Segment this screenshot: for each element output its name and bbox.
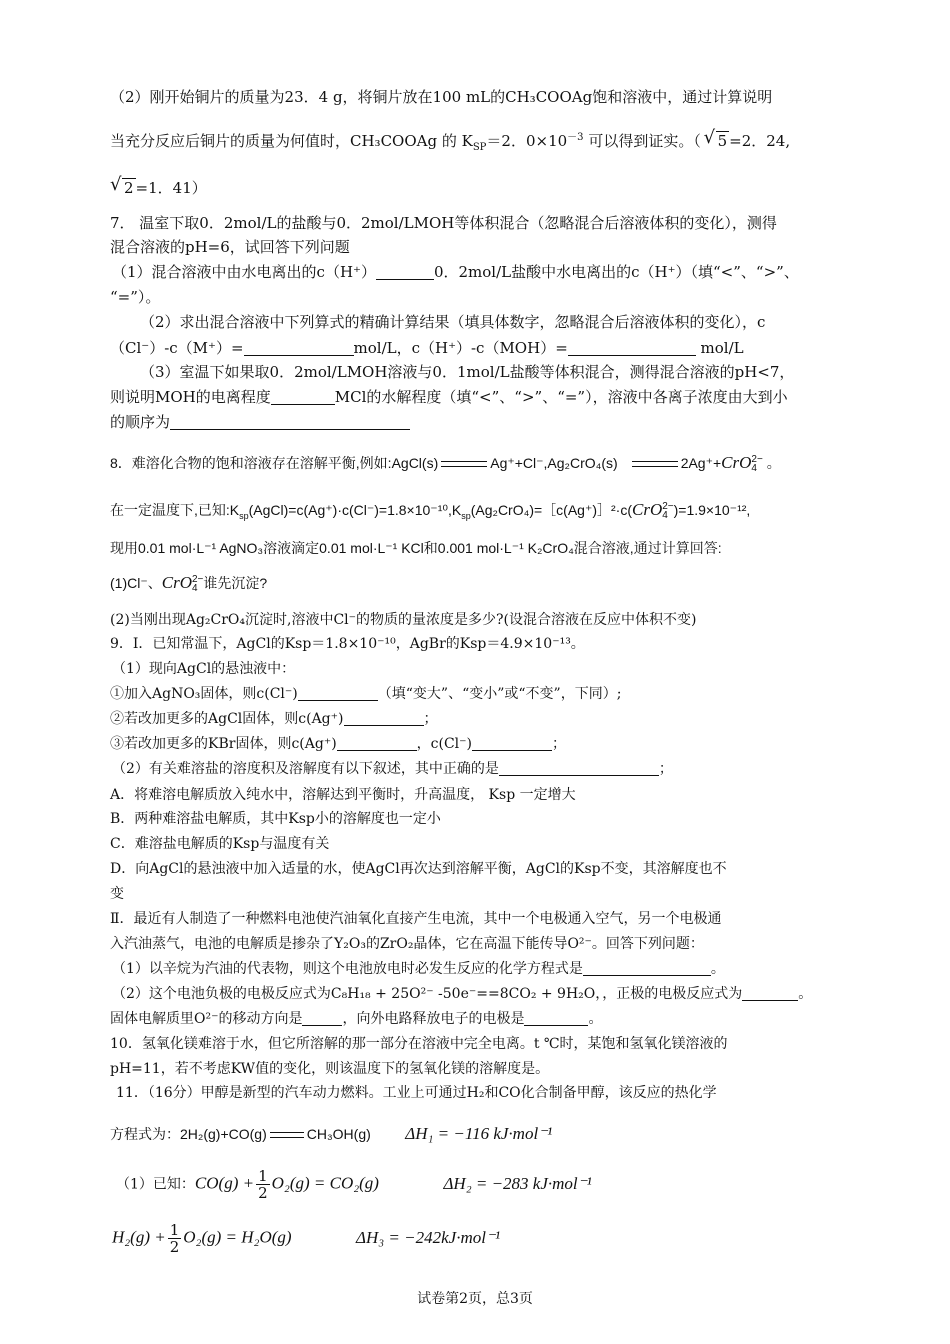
q6-line2-d: =2．24, (729, 132, 791, 150)
ksp-sub: SP (472, 142, 487, 153)
q9-part2-line1: Ⅱ．最近有人制造了一种燃料电池使汽油氧化直接产生电流，其中一个电极通入空气，另一个电极通 (110, 911, 722, 927)
q8-l1c: 2Ag⁺+ (680, 455, 722, 471)
q6-line3 (112, 178, 207, 198)
q9-II4a: （2）这个电池负极的电极反应式为C₈H₁₈ + 25O²⁻ -50e⁻==8CO₂ + 9H₂O，，正极的电极反应式为 (112, 986, 743, 1002)
q7-l8a: 则说明MOH的电离程度 (110, 388, 271, 406)
q9-option-d-1: D．向AgCl的悬浊液中加入适量的水，使AgCl再次达到溶解平衡，AgCl的Ksp不变，其溶解度也不 (110, 861, 727, 877)
q7-l9: 的顺序为 (110, 413, 171, 431)
chromate-formula: CrO (161, 573, 192, 592)
q7-line1: 7． 温室下取0．2mol/L的盐酸与0．2mol/LMOH等体积混合（忽略混合后溶液体积的变化），测得 (110, 214, 777, 232)
q9-line5 (110, 734, 566, 754)
answer-blank[interactable] (742, 984, 798, 1001)
q8-line5: (2)当刚出现Ag₂CrO₄沉淀时,溶液中Cl⁻的物质的量浓度是多少?(设混合溶液在反应中体积不变) (110, 612, 697, 628)
sqrt5-value: 5 (717, 132, 728, 150)
q9-II5b: ，向外电路释放电子的电极是 (342, 1011, 525, 1027)
q7-l8b: MCl的水解程度（填“<”、“>”、“=”），溶液中各离子浓度由大到小 (334, 388, 788, 406)
answer-blank[interactable] (298, 684, 378, 701)
q9-II3b: 。 (710, 961, 725, 977)
q7-line5: （2）求出混合溶液中下列算式的精确计算结果（填具体数字，忽略混合后溶液体积的变化），c (140, 313, 766, 331)
q8-l4a: (1)Cl⁻、 (110, 575, 162, 591)
q11-l2b: CH₃OH(g) (306, 1126, 371, 1142)
fraction-denominator: 2 (169, 1238, 180, 1256)
exp-sup: －3 (567, 132, 584, 143)
q9-part2-line5 (110, 1009, 602, 1029)
q9-l6b: ； (658, 761, 673, 777)
q10-line1: 10．氢氧化镁难溶于水，但它所溶解的那一部分在溶液中完全电离。t ℃时，某饱和氢氧化镁溶液的 (110, 1036, 728, 1052)
q9-l6a: （2）有关难溶盐的溶度积及溶解度有以下叙述，其中正确的是 (112, 761, 499, 777)
q8-l4b: 谁先沉淀? (203, 575, 268, 591)
answer-blank[interactable] (244, 339, 354, 356)
answer-blank[interactable] (499, 759, 659, 776)
q11-l2a: 方程式为：2H₂(g)+CO(g) (110, 1126, 267, 1142)
answer-blank[interactable] (568, 339, 696, 356)
q9-line2: （1）现向AgCl的悬浊液中： (112, 661, 296, 677)
answer-blank[interactable] (524, 1009, 588, 1026)
chromate-sub: 4 (191, 583, 198, 595)
half-fraction (168, 1222, 182, 1255)
q9-part2-line2: 入汽油蒸气，电池的电解质是掺杂了Y₂O₃的ZrO₂晶体，它在高温下能传导O²⁻。回答下列问题： (110, 936, 704, 952)
answer-blank[interactable] (376, 263, 434, 280)
q7-line9 (110, 412, 410, 432)
q9-l4b: ； (423, 711, 438, 727)
page-footer: 试卷第2页，总3页 (417, 1291, 533, 1307)
sp-sub: sp (461, 510, 471, 521)
q9-II4b: 。 (798, 986, 813, 1002)
q9-l5c: ； (552, 736, 567, 752)
q9-l3b: （填“变大”、“变小”或“不变”，下同）; (377, 686, 622, 702)
q7-line3 (112, 262, 799, 282)
q6-line3-text: =1．41） (135, 179, 207, 197)
equilibrium-arrow (632, 459, 678, 469)
chromate-formula: CrO (631, 500, 663, 519)
q9-l3a: ①加入AgNO₃固体，则c(Cl⁻) (110, 686, 298, 702)
answer-blank[interactable] (583, 959, 711, 976)
q7-l6a: （Cl⁻）-c（M⁺）= (110, 339, 244, 357)
q11-line1: 11．（16分）甲醇是新型的汽车动力燃料。工业上可通过H₂和CO化合制备甲醇，该反应的热化学 (116, 1085, 717, 1101)
q8-line1: 8．难溶化合物的饱和溶液存在溶解平衡,例如:AgCl(s) Ag⁺+Cl⁻,Ag₂CrO₄(s) 2Ag⁺+CrO 2− 4 。 (110, 453, 781, 475)
answer-blank[interactable] (271, 388, 335, 405)
answer-blank[interactable] (472, 734, 552, 751)
o2-h2o-term: O₂(g) = H₂O(g) (183, 1227, 292, 1247)
half-fraction (256, 1168, 270, 1201)
q9-option-b: B．两种难溶盐电解质，其中Ksp小的溶解度也一定小 (110, 811, 441, 827)
q9-part2-line4 (112, 984, 812, 1004)
q6-line2-c: 可以得到证实。（ (583, 132, 701, 150)
q9-line1: 9．Ⅰ．已知常温下，AgCl的Ksp＝1.8×10⁻¹⁰，AgBr的Ksp＝4.9×10⁻¹³。 (110, 636, 585, 652)
q8-l2c: (Ag₂CrO₄)=［c(Ag⁺)］²·c( (470, 502, 632, 518)
q8-l2b: (AgCl)=c(Ag⁺)·c(Cl⁻)=1.8×10⁻¹⁰,K (248, 502, 462, 518)
q6-line2-b: ＝2．0×10 (486, 132, 568, 150)
q7-l6b: mol/L，c（H⁺）-c（MOH）= (353, 339, 568, 357)
q7-l6c: mol/L (700, 339, 744, 357)
answer-blank[interactable] (302, 1009, 342, 1026)
fraction-denominator: 2 (258, 1184, 268, 1202)
h2-term: H₂(g) + (112, 1227, 166, 1247)
delta-h1: ΔH₁ = −116 kJ·mol⁻¹ (405, 1124, 553, 1143)
q9-l4a: ②若改加更多的AgCl固体，则c(Ag⁺) (110, 711, 344, 727)
answer-blank[interactable] (170, 413, 410, 430)
q9-line4 (110, 709, 438, 729)
q9-part2-line3 (112, 959, 725, 979)
o2-co2-term: O₂(g) = CO₂(g) (271, 1173, 379, 1193)
delta-h3: ΔH₃ = −242kJ·mol⁻¹ (356, 1227, 501, 1247)
q9-II5a: 固体电解质里O²⁻的移动方向是 (110, 1011, 303, 1027)
q7-line2: 混合溶液的pH=6，试回答下列问题 (110, 238, 350, 256)
q9-II5c: 。 (588, 1011, 603, 1027)
sqrt2-value: 2 (124, 179, 134, 197)
q9-II3a: （1）以辛烷为汽油的代表物，则这个电池放电时必发生反应的化学方程式是 (112, 961, 583, 977)
chromate-charge: 2− (191, 574, 204, 586)
q9-option-c: C．难溶盐电解质的Ksp与温度有关 (110, 836, 330, 852)
q11-line3 (116, 1168, 592, 1201)
sqrt2 (112, 178, 136, 198)
q8-l2a: 在一定温度下,已知:K (110, 502, 240, 518)
equilibrium-arrow (441, 459, 487, 469)
fraction-numerator: 1 (258, 1167, 268, 1185)
q8-line3: 现用0.01 mol·L⁻¹ AgNO₃溶液滴定0.01 mol·L⁻¹ KCl和0.001 mol·L⁻¹ K₂CrO₄混合溶液,通过计算回答: (110, 540, 722, 556)
q8-l1a: 8．难溶化合物的饱和溶液存在溶解平衡,例如:AgCl(s) (110, 455, 439, 471)
fraction-numerator: 1 (169, 1221, 180, 1239)
chromate-sub: 4 (751, 463, 757, 475)
q7-l3a: （1）混合溶液中由水电离出的c（H⁺） (112, 263, 376, 281)
q11-line4 (112, 1222, 500, 1255)
answer-blank[interactable] (344, 709, 424, 726)
co-term: CO(g) + (194, 1173, 255, 1193)
q8-l1b: Ag⁺+Cl⁻,Ag₂CrO₄(s) (490, 455, 618, 471)
q8-line2 (110, 500, 750, 526)
q8-line4 (110, 573, 267, 593)
sp-sub: sp (239, 510, 249, 521)
q8-l2d: )=1.9×10⁻¹², (673, 502, 751, 518)
q6-line2-a: 当充分反应后铜片的质量为何值时，CH₃COOAg 的 K (110, 132, 473, 150)
q11-line2 (110, 1124, 552, 1145)
q9-option-a: A．将难溶电解质放入纯水中，溶解达到平衡时，升高温度， Ksp 一定增大 (110, 787, 576, 803)
q6-line1: （2）刚开始铜片的质量为23．4 g，将铜片放在100 mL的CH₃COOAg饱和溶液中，通过计算说明 (110, 88, 773, 106)
q9-l5b: ，c(Cl⁻) (416, 736, 473, 752)
q7-line8 (110, 387, 788, 407)
q7-line7: （3）室温下如果取0．2mol/LMOH溶液与0．1mol/L盐酸等体积混合，测得混合溶液的pH<7， (140, 363, 795, 381)
chromate-formula: CrO (721, 453, 752, 472)
q9-line6 (112, 759, 673, 779)
chromate-charge: 2− (662, 501, 674, 513)
answer-blank[interactable] (337, 734, 417, 751)
q6-line2 (110, 128, 790, 158)
q9-line3 (110, 684, 621, 704)
q11-l3a: （1）已知： (116, 1176, 195, 1193)
q7-line6 (110, 338, 744, 358)
chromate-sub: 4 (662, 510, 668, 522)
q10-line2: pH=11，若不考虑KW值的变化，则该温度下的氢氧化镁的溶解度是。 (110, 1061, 550, 1077)
delta-h2: ΔH₂ = −283 kJ·mol⁻¹ (443, 1173, 592, 1193)
equilibrium-arrow (270, 1130, 304, 1140)
sqrt5 (706, 131, 730, 151)
q7-line4: “=”）。 (110, 288, 161, 306)
chromate-charge: 2− (751, 454, 763, 466)
q7-l3b: 0．2mol/L盐酸中水电离出的c（H⁺）（填“<”、“>”、 (433, 263, 799, 281)
q9-l5a: ③若改加更多的KBr固体，则c(Ag⁺) (110, 736, 337, 752)
q9-option-d-2: 变 (110, 886, 124, 902)
